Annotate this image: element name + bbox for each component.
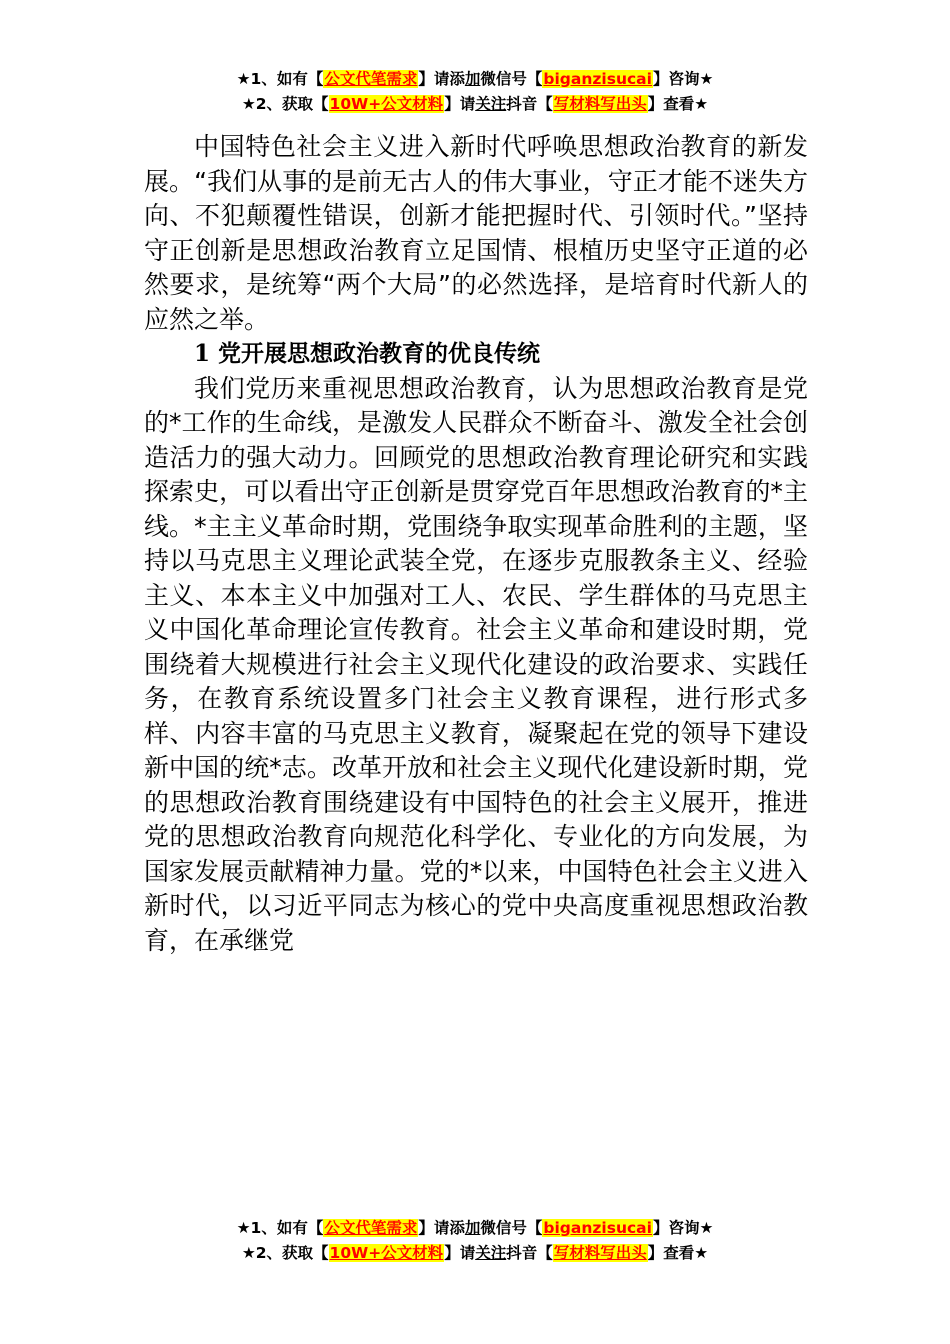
footer-banner (0, 1216, 950, 1266)
highlight-service: 公文代笔需求 (324, 70, 418, 88)
intro-paragraph: 中国特色社会主义进入新时代呼唤思想政治教育的新发展。“我们从事的是前无古人的伟大事业，守正才能不迷失方向、不犯颠覆性错误，创新才能把握时代、引领时代。”坚持守正创新是思想政治教育立足国情、根植历史坚守正道的必然要求，是统筹“两个大局”的必然选择，是培育时代新人的应然之举。 (144, 132, 808, 334)
highlight-wechat-id: biganzisucai (543, 70, 652, 88)
highlight-materials: 10W+公文材料 (329, 1244, 444, 1262)
document-body (144, 130, 808, 958)
highlight-wechat-id: biganzisucai (543, 1219, 652, 1237)
highlight-materials: 10W+公文材料 (329, 95, 444, 113)
highlight-douyin: 写材料写出头 (553, 95, 647, 113)
highlight-douyin: 写材料写出头 (553, 1244, 647, 1262)
banner-line-2: ★2、获取【10W+公文材料】请关注抖音【写材料写出头】查看★ (241, 95, 709, 113)
section-heading: 1 党开展思想政治教育的优良传统 (194, 340, 541, 367)
banner-line-1: ★1、如有【公文代笔需求】请添加微信号【biganzisucai】咨询★ (236, 1219, 714, 1237)
body-paragraph: 我们党历来重视思想政治教育，认为思想政治教育是党的*工作的生命线，是激发人民群众不断奋斗、激发全社会创造活力的强大动力。回顾党的思想政治教育理论研究和实践探索史，可以看出守正创新是贯穿党百年思想政治教育的*主线。*主主义革命时期，党围绕争取实现革命胜利的主题，坚持以马克思主义理论武装全党，在逐步克服教条主义、经验主义、本本主义中加强对工人、农民、学生群体的马克思主义中国化革命理论宣传教育。社会主义革命和建设时期，党围绕着大规模进行社会主义现代化建设的政治要求、实践任务，在教育系统设置多门社会主义教育课程，进行形式多样、内容丰富的马克思主义教育，凝聚起在党的领导下建设新中国的统*志。改革开放和社会主义现代化建设新时期，党的思想政治教育围绕建设有中国特色的社会主义展开，推进党的思想政治教育向规范化科学化、专业化的方向发展，为国家发展贡献精神力量。党的*以来，中国特色社会主义进入新时代，以习近平同志为核心的党中央高度重视思想政治教育，在承继党 (144, 373, 808, 955)
header-banner (0, 67, 950, 117)
highlight-service: 公文代笔需求 (324, 1219, 418, 1237)
banner-line-1: ★1、如有【公文代笔需求】请添加微信号【biganzisucai】咨询★ (236, 70, 714, 88)
banner-line-2: ★2、获取【10W+公文材料】请关注抖音【写材料写出头】查看★ (241, 1244, 709, 1262)
